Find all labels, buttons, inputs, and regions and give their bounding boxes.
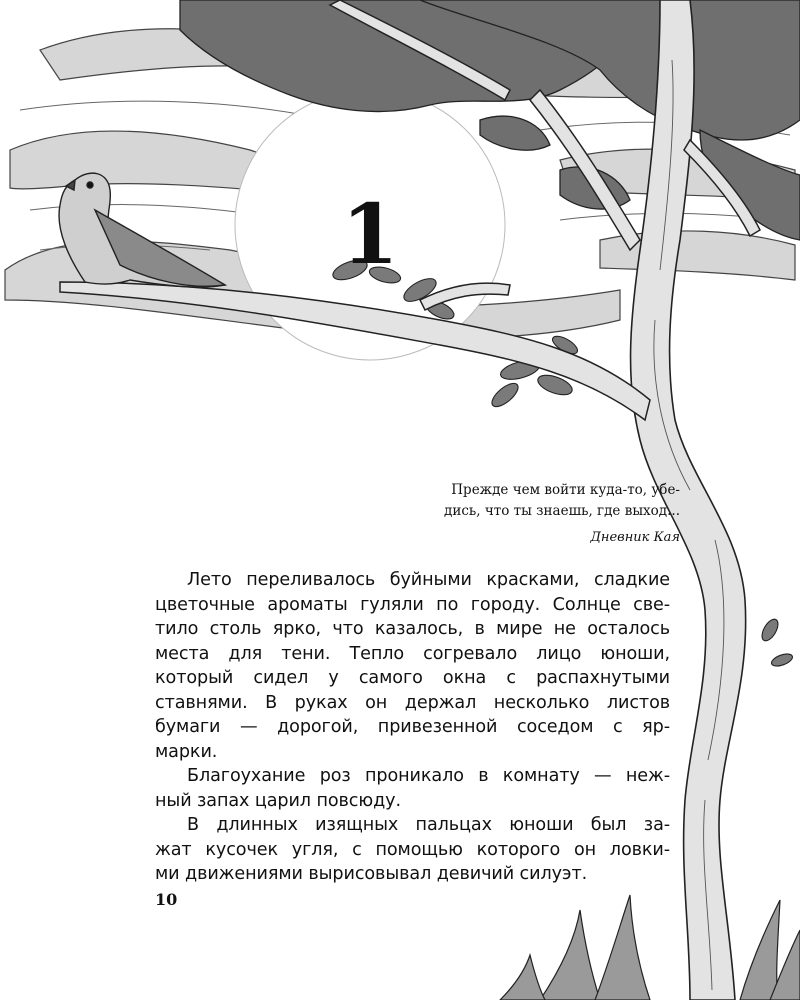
- body-line: Благоухание роз проникало в комнату — неж-: [187, 766, 670, 786]
- body-line: тило столь ярко, что казалось, в мире не осталось: [155, 619, 670, 639]
- body-line: ный запах царил повсюду.: [155, 790, 401, 811]
- body-text: [155, 568, 670, 887]
- body-line: Лето переливалось буйными красками, сладкие: [187, 570, 670, 590]
- epigraph-line: дись, что ты знаешь, где выход...: [444, 503, 680, 519]
- page-number: 10: [155, 890, 178, 909]
- body-line: который сидел у самого окна с распахнутыми: [155, 668, 670, 688]
- body-line: бумаги — дорогой, привезенной соседом с яр-: [155, 717, 670, 737]
- body-line: марки.: [155, 741, 218, 762]
- chapter-number: 1: [341, 187, 399, 283]
- falcon-illustration: [59, 173, 225, 287]
- body-line: ставнями. В руках он держал несколько листов: [155, 692, 670, 713]
- grass: [500, 895, 800, 1000]
- epigraph: [360, 480, 680, 548]
- body-line: цветочные ароматы гуляли по городу. Солнце све-: [155, 594, 670, 615]
- body-line: В длинных изящных пальцах юноши был за-: [187, 815, 670, 835]
- body-line: ми движениями вырисовывал девичий силуэт.: [155, 864, 588, 884]
- body-line: места для тени. Тепло согревало лицо юноши,: [155, 643, 670, 664]
- epigraph-source: Дневник Кая: [590, 530, 680, 545]
- body-line: жат кусочек угля, с помощью которого он ловки-: [155, 839, 670, 860]
- epigraph-line: Прежде чем войти куда-то, убе-: [451, 482, 680, 498]
